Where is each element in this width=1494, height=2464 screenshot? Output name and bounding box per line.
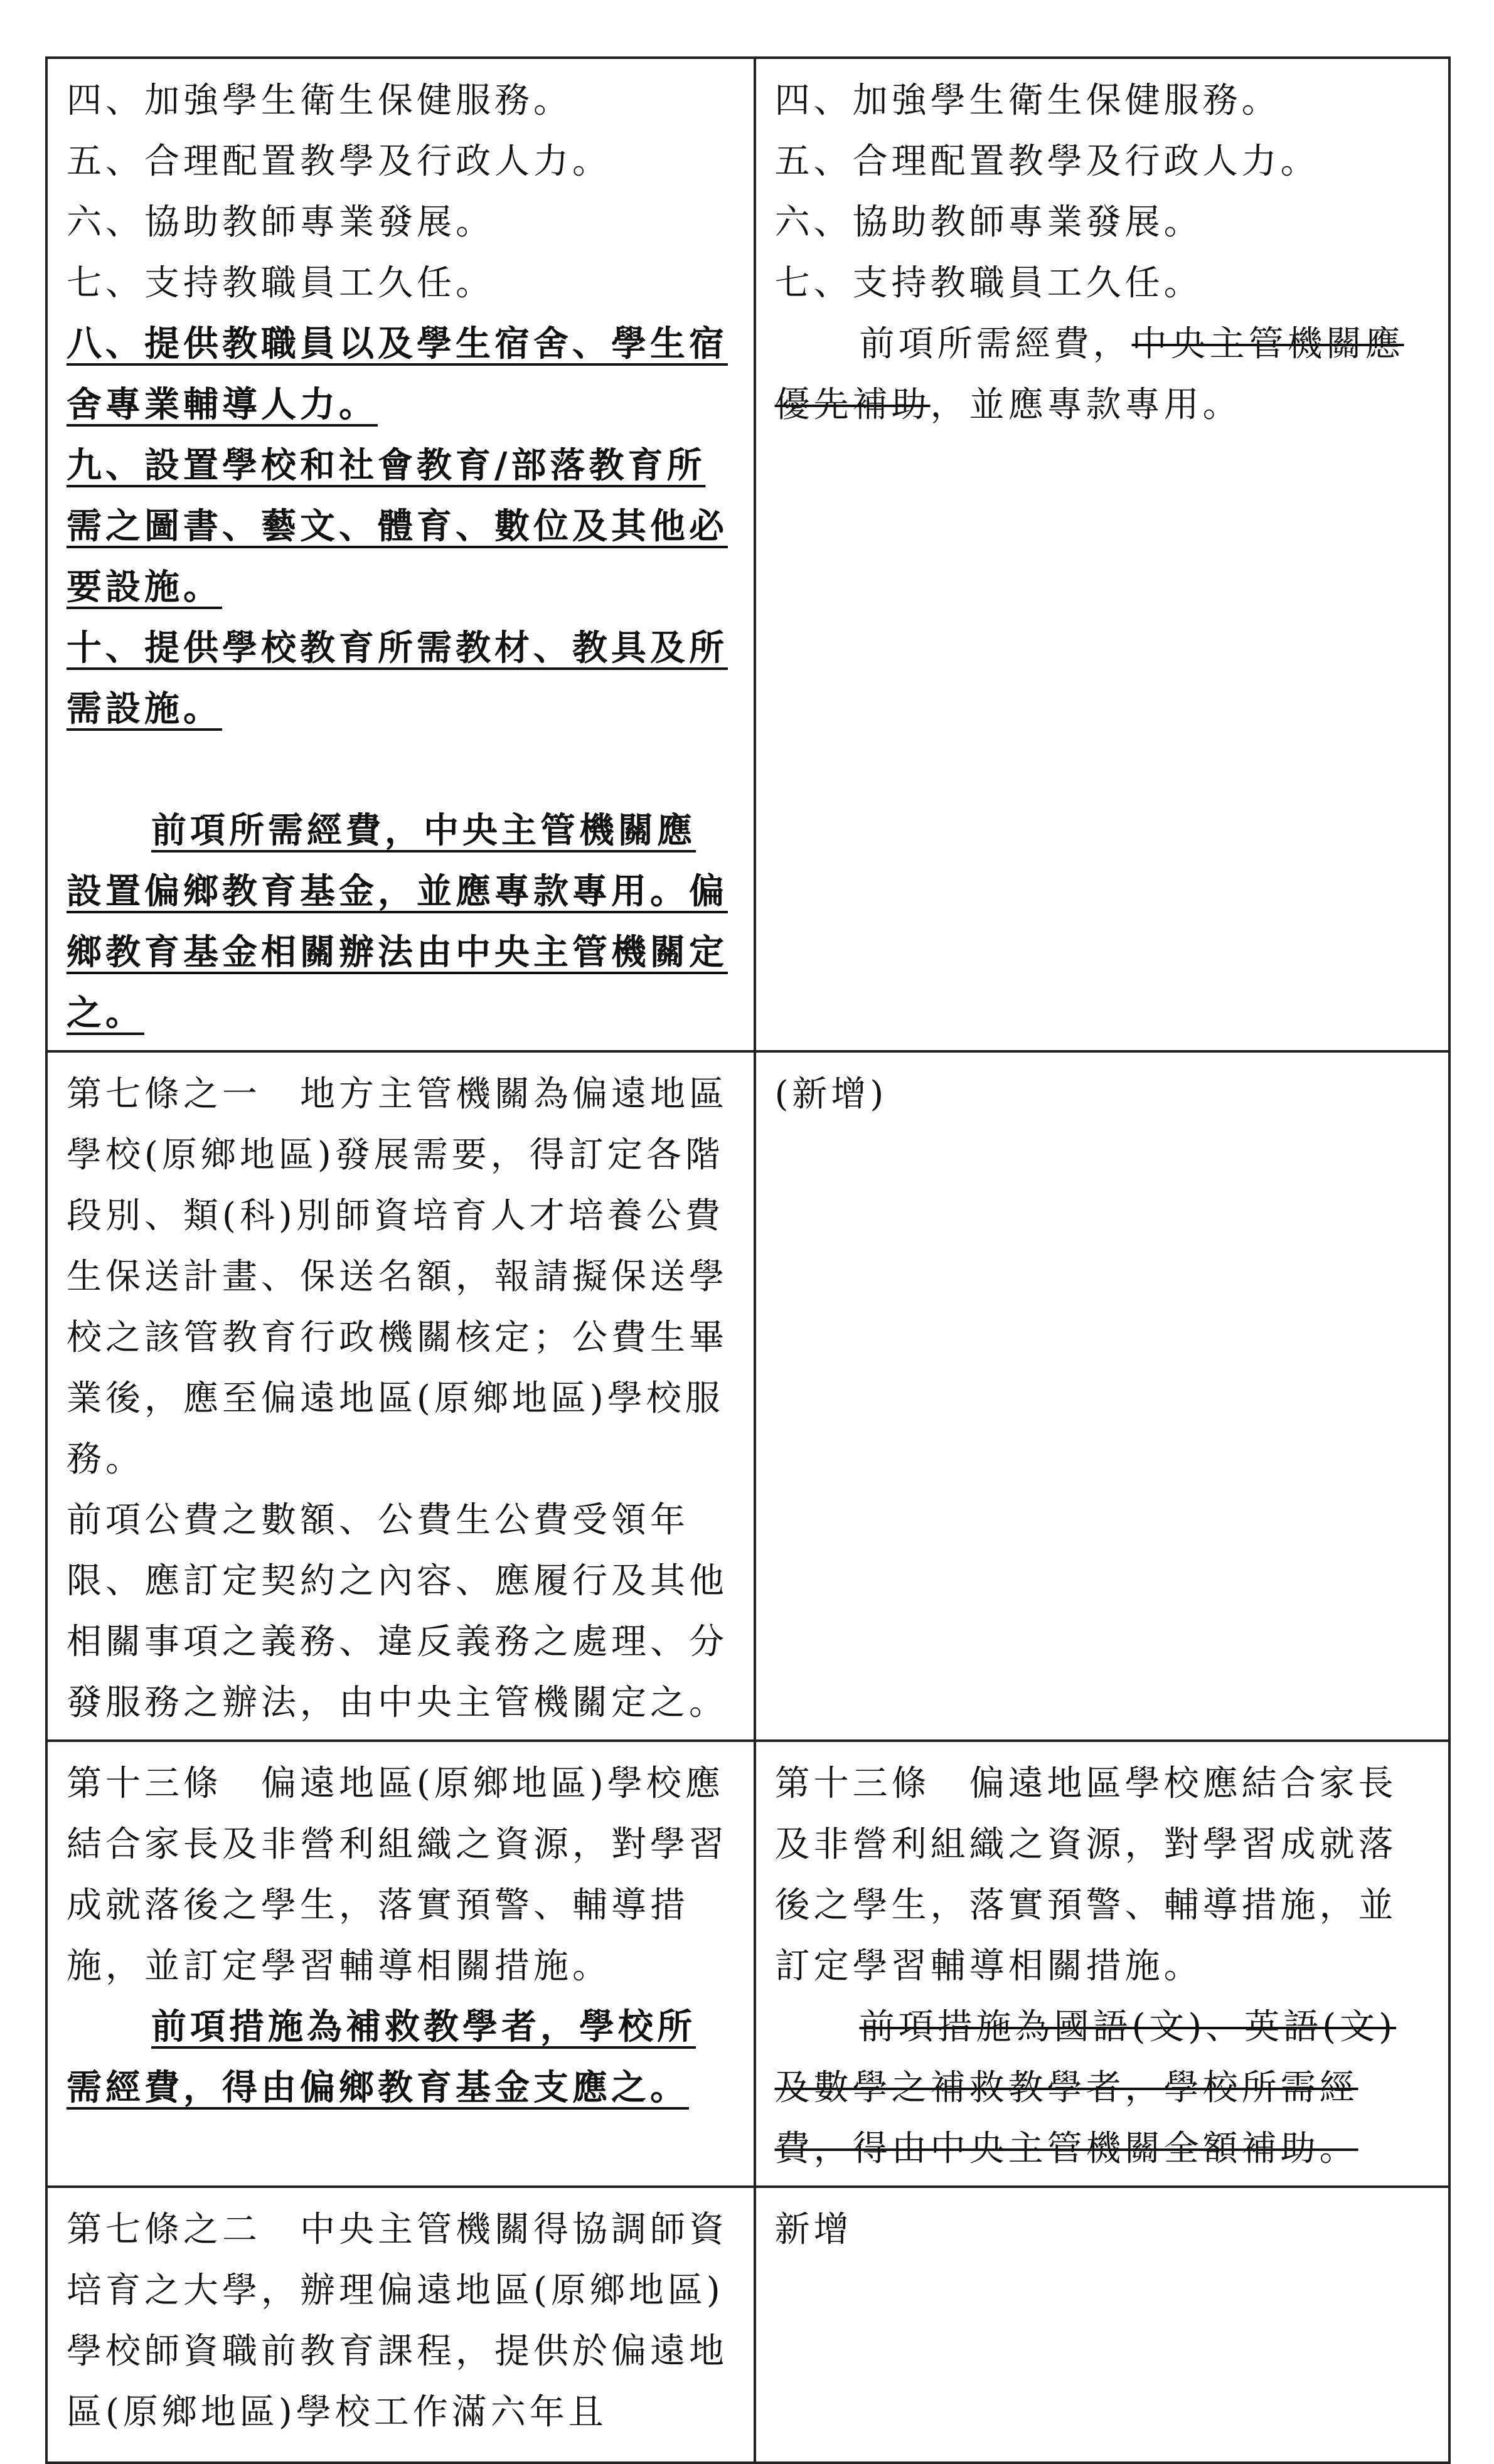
table-row	[46, 2187, 1449, 2463]
original-text-cell	[755, 1741, 1449, 2187]
new-article-note: 新增	[774, 2209, 853, 2250]
list-item: 七、支持教職員工久任。	[67, 263, 494, 304]
deleted-text: 前項措施為國語(文)、英語(文)及數學之補救教學者，學校所需經費，得由中央主管機關全額補助。	[774, 2007, 1396, 2169]
added-list-item: 八、提供教職員以及學生宿舍、學生宿舍專業輔導人力。	[67, 323, 728, 425]
table-row	[46, 1741, 1449, 2187]
list-item: 五、合理配置教學及行政人力。	[67, 141, 611, 182]
article-paragraph: 第七條之一 地方主管機關為偏遠地區學校(原鄉地區)發展需要，得訂定各階段別、類(科)別師資培育人才培養公費生保送計畫、保送名額，報請擬保送學校之該管教育行政機關核定；公費生畢業後，應至偏遠地區(原鄉地區)學校服務。	[67, 1074, 728, 1480]
added-list-item: 九、設置學校和社會教育/部落教育所需之圖書、藝文、體育、數位及其他必要設施。	[67, 445, 728, 608]
list-item: 六、協助教師專業發展。	[774, 202, 1203, 243]
list-item: 六、協助教師專業發展。	[67, 202, 494, 243]
article-paragraph: 第十三條 偏遠地區(原鄉地區)學校應結合家長及非營利組織之資源，對學習成就落後之學生，落實預警、輔導措施，並訂定學習輔導相關措施。	[67, 1763, 728, 1987]
article-paragraph: 第十三條 偏遠地區學校應結合家長及非營利組織之資源，對學習成就落後之學生，落實預警、輔導措施，並訂定學習輔導相關措施。	[774, 1763, 1397, 1987]
deleted-text: 中央主管機關應優先補助	[774, 324, 1404, 425]
original-text-cell	[755, 1051, 1449, 1741]
table-row	[46, 58, 1449, 1051]
paragraph: 前項所需經費，中央主管機關應優先補助，並應專款專用。	[774, 324, 1404, 425]
list-item: 五、合理配置教學及行政人力。	[774, 141, 1320, 182]
amended-text-cell	[46, 1741, 755, 2187]
original-text-cell	[755, 58, 1449, 1051]
amended-text-cell	[46, 58, 755, 1051]
added-list-item: 十、提供學校教育所需教材、教具及所需設施。	[67, 627, 728, 730]
table-row	[46, 1051, 1449, 1741]
article-paragraph: 第七條之二 中央主管機關得協調師資培育之大學，辦理偏遠地區(原鄉地區)學校師資職前教育課程，提供於偏遠地區(原鄉地區)學校工作滿六年且	[67, 2209, 728, 2433]
original-text-cell	[755, 2187, 1449, 2463]
article-paragraph: 前項公費之數額、公費生公費受領年限、應訂定契約之內容、應履行及其他相關事項之義務、違反義務之處理、分發服務之辦法，由中央主管機關定之。	[67, 1500, 728, 1723]
amended-text-cell	[46, 1051, 755, 1741]
list-item: 四、加強學生衛生保健服務。	[67, 80, 572, 121]
comparison-table	[45, 56, 1451, 2464]
added-paragraph: 前項所需經費，中央主管機關應設置偏鄉教育基金，並應專款專用。偏鄉教育基金相關辦法由中央主管機關定之。	[67, 810, 728, 1034]
list-item: 七、支持教職員工久任。	[774, 263, 1203, 304]
new-article-note: (新增)	[774, 1074, 888, 1115]
list-item: 四、加強學生衛生保健服務。	[774, 80, 1281, 121]
amended-text-cell	[46, 2187, 755, 2463]
added-paragraph: 前項措施為補救教學者，學校所需經費，得由偏鄉教育基金支應之。	[67, 2006, 696, 2108]
